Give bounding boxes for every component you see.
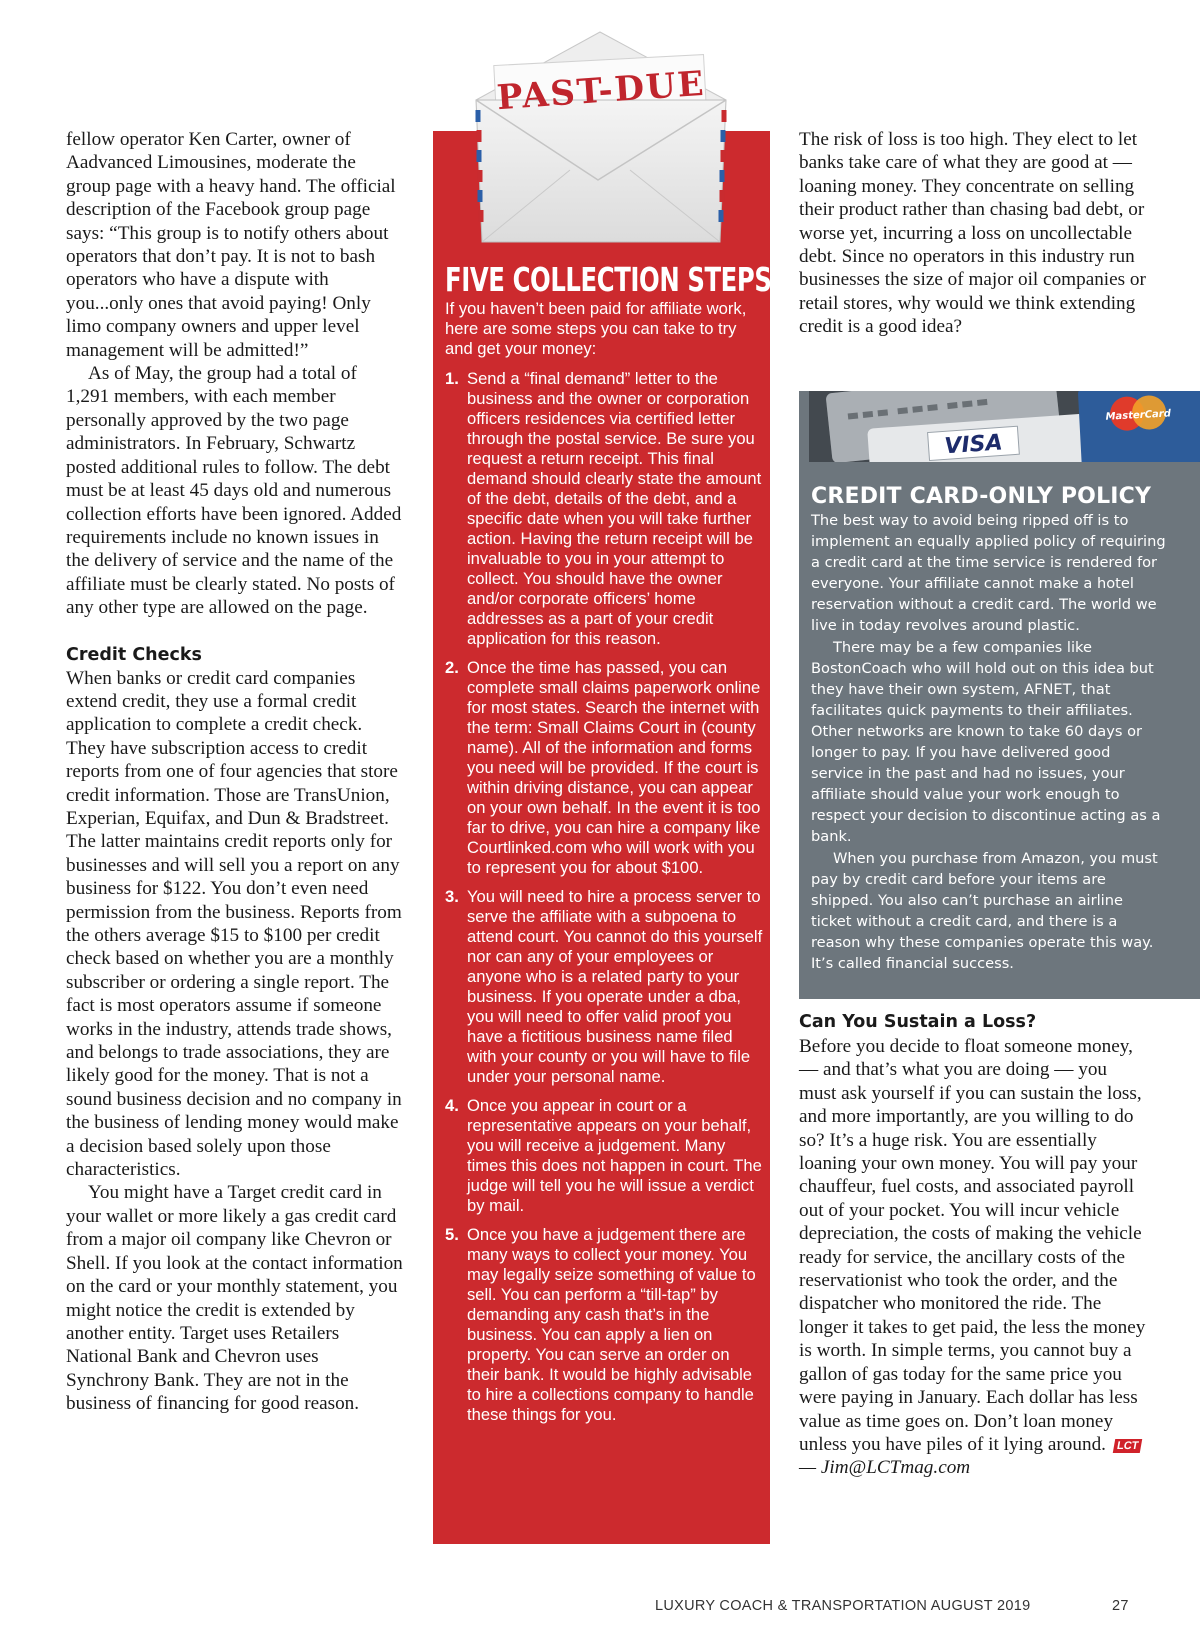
article-paragraph: fellow operator Ken Carter, owner of Aadvanced Limousines, moderate the group page with a heavy hand. The official description of the Facebook group page says: “This group is to notify others about operators that don’t pay. It is not to bash operators who have a dispute with you...only ones that avoid paying! Only limo company owners and upper level management will be admitted!” [66, 129, 396, 361]
column-right [799, 128, 1149, 339]
collection-steps-content [445, 260, 772, 1434]
callout-paragraph: When you purchase from Amazon, you must pay by credit card before your items are shipped. You also can’t purchase an airline ticket without a credit card, and there is a reason why these companies operate this way. It’s called financial success. [811, 849, 1158, 972]
collection-steps-list [445, 369, 763, 1425]
step-number: 2. [445, 658, 459, 677]
past-due-envelope-illustration [470, 30, 732, 245]
step-number: 3. [445, 887, 459, 906]
callout-paragraph: The best way to avoid being ripped off is to implement an equally applied policy of requiring a credit card at the time service is rendered for everyone. Your affiliate cannot make a hotel reservation without a credit card. The world we live in today revolves around plastic. [811, 512, 1166, 635]
step-number: 1. [445, 369, 459, 388]
visa-logo: VISA [943, 430, 1004, 460]
section-heading-credit-checks: Credit Checks [66, 644, 202, 665]
article-paragraph: As of May, the group had a total of 1,291 members, with each member personally approved by the two page administrators. In February, Schwartz posted additional rules to follow. The debt must be at least 45 days old and numerous collection efforts have been ignored. Added requirements include no known issues in the delivery of service and the name of the affiliate must be clearly stated. No posts of any other type are allowed on the page. [66, 363, 402, 619]
step-text: Once the time has passed, you can complete small claims paperwork online for most states. Search the internet with the term: Small Claims Court in (county name). All of the information and forms you need will be provided. If the court is within driving distance, you can appear on your own behalf. In the event it is too far to drive, you can hire a company like Courtlinked.com who will work with you to represent you for about $100. [467, 658, 761, 877]
page-number: 27 [1112, 1598, 1129, 1614]
author-signature: — Jim@LCTmag.com [799, 1457, 971, 1479]
article-paragraph: The risk of loss is too high. They elect to let banks take care of what they are good at — loaning money. They concentrate on selling their product rather than chasing bad debt, or worse yet, incurring a loss on uncollectable debt. Since no operators in this industry run businesses the size of major oil companies or retail stores, why would we think extending credit is a good idea? [799, 129, 1146, 338]
step-text: Once you appear in court or a representative appears on your behalf, you will receive a judgement. Many times this does not happen in court. The judge will tell you he will issue a verdict by mail. [467, 1096, 762, 1215]
list-item [445, 1225, 763, 1425]
mastercard-logo: MasterCard [1105, 408, 1172, 423]
column-right-bottom [799, 1011, 1149, 1480]
section-heading-sustain-loss: Can You Sustain a Loss? [799, 1012, 1037, 1032]
list-item [445, 887, 763, 1087]
callout-title: CREDIT CARD-ONLY POLICY [811, 484, 1152, 509]
list-item [445, 369, 763, 649]
lct-logo: LCT [1113, 1439, 1143, 1453]
past-due-stamp: PAST-DUE [495, 63, 707, 119]
step-text: Send a “final demand” letter to the business and the owner or corporation officers residences via certified letter through the postal service. Be sure you request a return receipt. This final demand should clearly state the amount of the debt, details of the debt, and a specific date when you will take further action. Having the return receipt will be invaluable to you in your attempt to collect. You should have the owner and/or corporate officers’ home addresses as a part of your credit application for this reason. [467, 369, 762, 648]
sidebar-intro: If you haven’t been paid for affiliate work, here are some steps you can take to try and get your money: [445, 299, 747, 358]
list-item [445, 1096, 763, 1216]
callout-paragraph: There may be a few companies like BostonCoach who will hold out on this idea but they have their own system, AFNET, that facilitates quick payments to their affiliates. Other networks are known to take 60 days or longer to pay. If you have delivered good service in the past and had no issues, your affiliate should value your work enough to respect your decision to discontinue acting as a bank. [811, 638, 1161, 846]
step-text: Once you have a judgement there are many ways to collect your money. You may legally seize something of value to sell. You can perform a “till-tap” by demanding any cash that’s in the business. You can apply a lien on property. You can serve an order on their bank. It would be highly advisable to hire a collections company to handle these things for you. [467, 1225, 756, 1424]
article-paragraph [799, 1035, 1149, 1456]
article-paragraph: You might have a Target credit card in your wallet or more likely a gas credit card from a major oil company like Chevron or Shell. If you look at the contact information on the card or your monthly statement, you might notice the credit is extended by another entity. Target uses Retailers National Bank and Chevron uses Synchrony Bank. They are not in the business of financing for good reason. [66, 1182, 403, 1415]
article-paragraph: When banks or credit card companies extend credit, they use a formal credit application to complete a credit check. They have subscription access to credit reports from one of four agencies that store credit information. Those are TransUnion, Experian, Equifax, and Dun & Bradstreet. The latter maintains credit reports only for businesses and will sell you a report on any business for $122. You don’t even need permission from the business. Reports from the others average $15 to $100 per credit check based on whether you are a monthly subscriber or ordering a single report. The fact is most operators assume if someone works in the industry, attends trade shows, and belongs to trade associations, they are likely good for the money. That is not a sound business decision and no company in the business of lending money would make a decision based solely upon those characteristics. [66, 667, 402, 1181]
credit-cards-photo [809, 391, 1200, 462]
list-item [445, 658, 763, 878]
publication-line: LUXURY COACH & TRANSPORTATION AUGUST 2019 [655, 1598, 1031, 1614]
step-number: 5. [445, 1225, 459, 1244]
paragraph-text: Before you decide to float someone money, — and that’s what you are doing — you must ask yourself if you can sustain the loss, and more importantly, are you willing to do so? It’s a huge risk. You are essentially loaning your own money. You will pay your chauffeur, fuel costs, and associated payroll out of your pocket. You will incur vehicle depreciation, the costs of making the vehicle ready for service, the ancillary costs of the reservationist who took the order, and the dispatcher who monitored the ride. The longer it takes to get paid, the less the money is worth. In simple terms, you cannot buy a gallon of gas today for the same price you were paying in January. Each dollar has less value as time goes on. Don’t loan money unless you have piles of it lying around. [799, 1036, 1146, 1455]
column-left [66, 128, 404, 1416]
step-text: You will need to hire a process server to serve the affiliate with a subpoena to attend court. You cannot do this yourself nor can any of your employees or anyone who is a related party to your business. If you operate under a dba, you will need to offer valid proof you have a fictitious business name filed with your county or you will have to file under your personal name. [467, 887, 763, 1086]
callout-content [811, 484, 1166, 974]
step-number: 4. [445, 1096, 459, 1115]
callout-body [811, 510, 1166, 974]
sidebar-title: FIVE COLLECTION STEPS [445, 260, 772, 299]
